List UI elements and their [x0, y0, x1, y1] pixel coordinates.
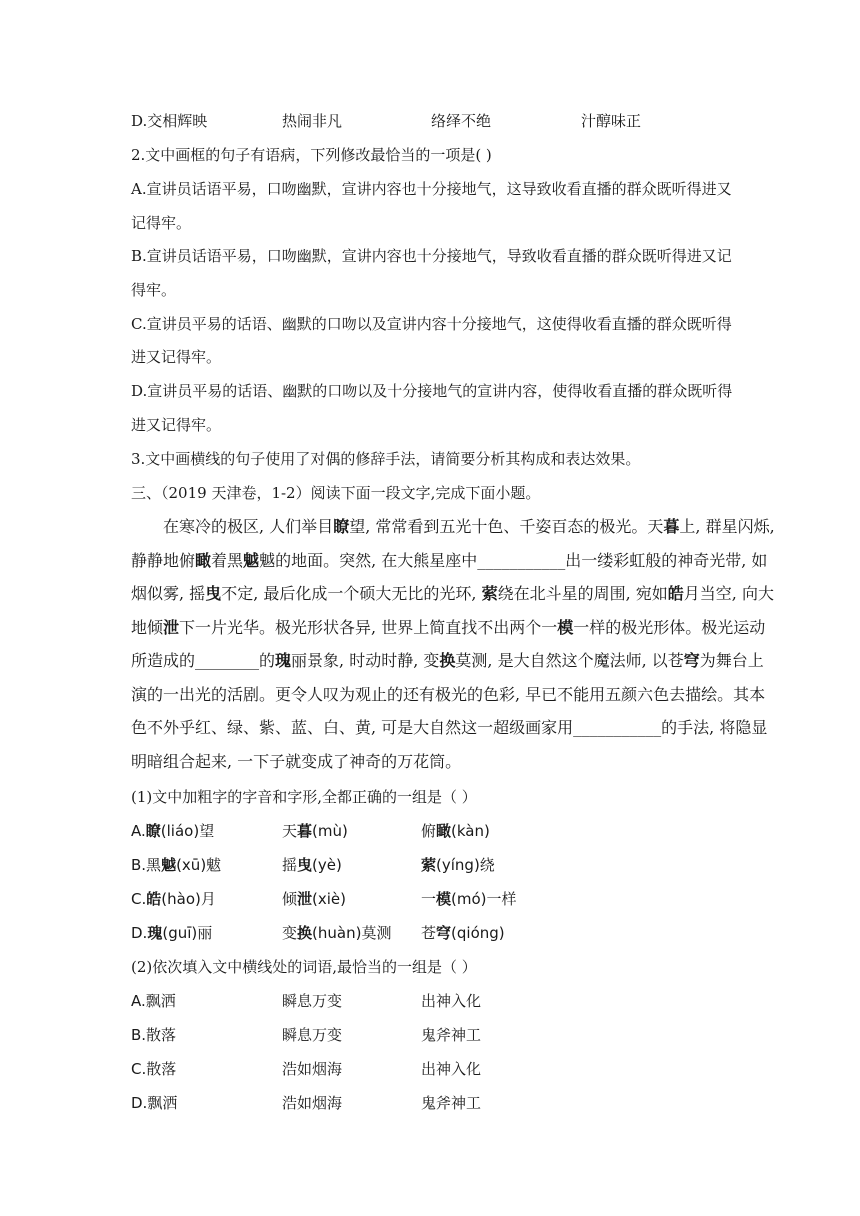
q2-stem: 2.文中画框的句子有语病，下列修改最恰当的一项是( ): [131, 146, 492, 164]
q2-option-c-line1: C.宣讲员平易的话语、幽默的口吻以及宣讲内容十分接地气，这使得收看直播的群众既听得: [131, 315, 732, 333]
sub1-option-a: A.瞭(liáo)望 天暮(mù) 俯瞰(kàn): [131, 822, 490, 840]
q2-option-b-line1: B.宣讲员话语平易，口吻幽默，宣讲内容也十分接地气，导致收看直播的群众既听得进又记: [131, 247, 732, 265]
reading-passage: [131, 510, 775, 778]
sub1-option-b: B.黑魆(xū)魃 摇曳(yè) 萦(yíng)绕: [131, 856, 495, 874]
q1-option-d: [131, 111, 642, 131]
passage-line-2: 静静地俯瞰着黑魆魆的地面。突然, 在大熊星座中___________出一缕彩虹般的神奇光带, 如: [131, 550, 768, 570]
section-3-heading: 三、（2019 天津卷，1-2）阅读下面一段文字,完成下面小题。: [131, 484, 541, 502]
sub1-option-d: D.瑰(guī)丽 变换(huàn)莫测 苍穹(qióng): [131, 924, 505, 942]
sub2-stem: (2)依次填入文中横线处的词语,最恰当的一组是（ ）: [131, 958, 477, 976]
q1-option-d-label: D.交相辉映: [131, 112, 208, 130]
sub2-option-d: D.飘洒 浩如烟海 鬼斧神工: [131, 1094, 482, 1112]
q3-stem: 3.文中画横线的句子使用了对偶的修辞手法，请简要分析其构成和表达效果。: [131, 450, 641, 468]
q2-option-d-line1: D.宣讲员平易的话语、幽默的口吻以及十分接地气的宣讲内容，使得收看直播的群众既听得: [131, 382, 733, 400]
passage-line-7: 色不外乎红、绿、紫、蓝、白、黄, 可是大自然这一超级画家用___________的手法, 将隐显: [131, 718, 768, 737]
q2-option-b-line2: 得牢。: [131, 281, 177, 299]
passage-line-8: 明暗组合起来, 一下子就变成了神奇的万花筒。: [131, 751, 462, 771]
passage-line-5: 所造成的________的瑰丽景象, 时动时静, 变换莫测, 是大自然这个魔法师, 以苍穹为舞台上: [131, 651, 764, 670]
q1-option-d-col3: 络绎不绝: [431, 112, 492, 130]
passage-line-4: 地倾泄下一片光华。极光形状各异, 世界上简直找不出两个一模一样的极光形体。极光运动: [131, 617, 766, 637]
q1-option-d-col4: 汁醇味正: [581, 112, 642, 130]
q1-option-d-col2: 热闹非凡: [282, 112, 343, 130]
passage-line-1: 在寒冷的极区, 人们举目瞭望, 常常看到五光十色、千姿百态的极光。天暮上, 群星闪烁,: [163, 517, 775, 536]
q2-option-c-line2: 进又记得牢。: [131, 348, 222, 366]
sub1-stem: (1)文中加粗字的字音和字形,全都正确的一组是（ ）: [131, 788, 477, 806]
q2-option-d-line2: 进又记得牢。: [131, 416, 222, 434]
sub2-option-b: B.散落 瞬息万变 鬼斧神工: [131, 1026, 482, 1044]
sub1-option-c: C.皓(hào)月 倾泄(xiè) 一模(mó)一样: [131, 890, 517, 908]
q2-option-a-line2: 记得牢。: [131, 214, 192, 232]
sub2-option-c: C.散落 浩如烟海 出神入化: [131, 1060, 482, 1078]
q2-option-a-line1: A.宣讲员话语平易，口吻幽默，宣讲内容也十分接地气，这导致收看直播的群众既听得进又: [131, 180, 732, 198]
sub2-option-a: A.飘洒 瞬息万变 出神入化: [131, 992, 482, 1010]
passage-line-3: 烟似雾, 摇曳不定, 最后化成一个硕大无比的光环, 萦绕在北斗星的周围, 宛如皓月当空, 向大: [131, 584, 774, 603]
passage-line-6: 演的一出光的活剧。更令人叹为观止的还有极光的色彩, 早已不能用五颜六色去描绘。其本: [131, 684, 766, 704]
